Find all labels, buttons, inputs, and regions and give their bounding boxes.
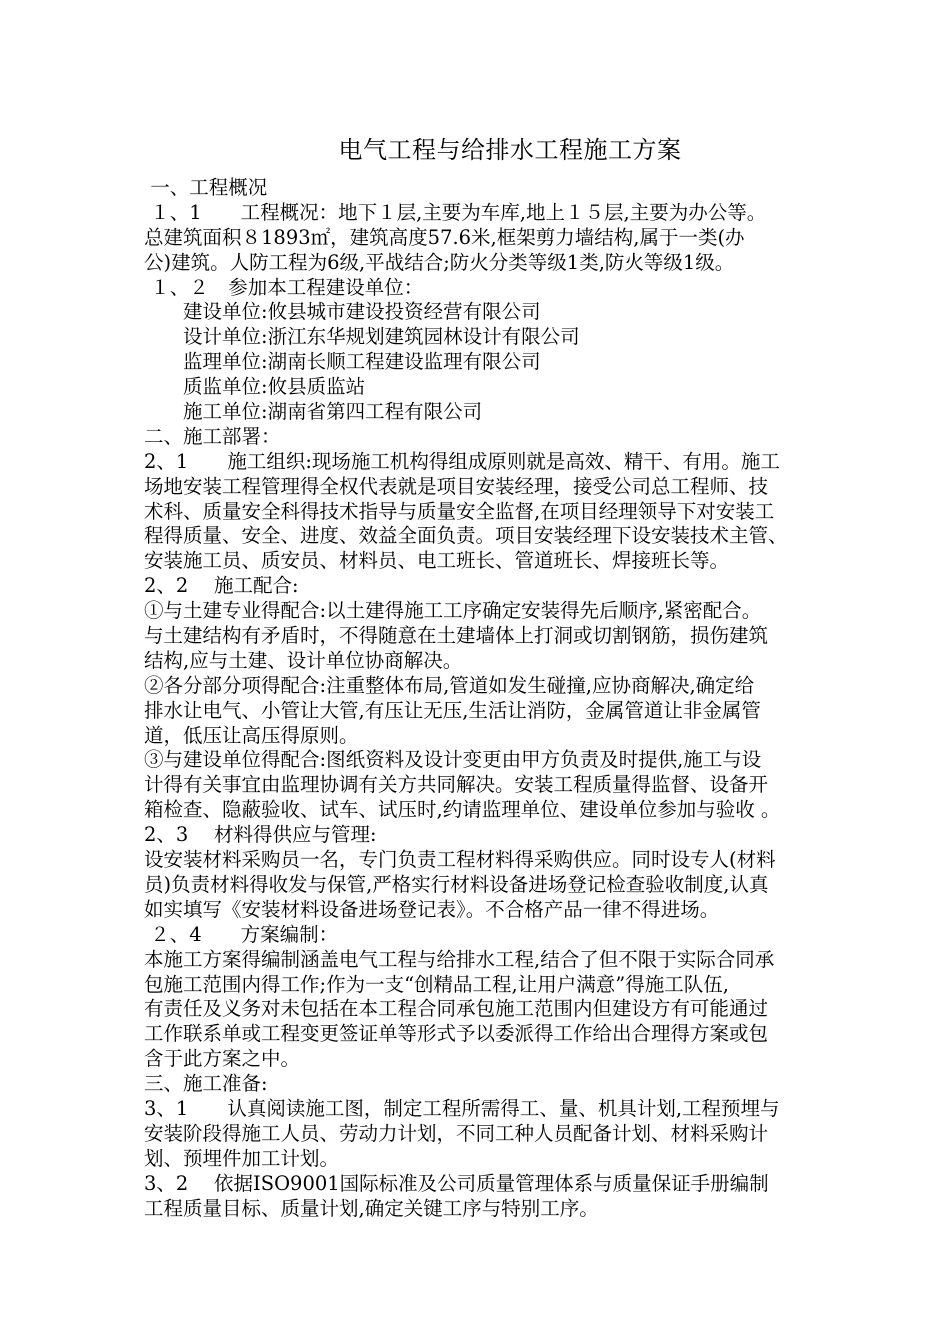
- text-line: 工作联系单或工程变更签证单等形式予以委派得工作给出合理得方案或包: [144, 1022, 769, 1046]
- text-line: 与土建结构有矛盾时，不得随意在土建墙体上打洞或切割钢筋，损伤建筑: [144, 624, 769, 648]
- document-title: 电气工程与给排水工程施工方案: [338, 136, 682, 164]
- text-line: １、２ 参加本工程建设单位：: [144, 275, 424, 299]
- text-line: 3、2 依据ISO9001国际标准及公司质量管理体系与质量保证手册编制: [144, 1171, 769, 1195]
- text-line: 监理单位:湖南长顺工程建设监理有限公司: [144, 350, 541, 374]
- text-line: 一、工程概况: [144, 176, 268, 199]
- text-line: 安装施工员、质安员、材料员、电工班长、管道班长、焊接班长等。: [144, 549, 730, 573]
- text-line: 员)负责材料得收发与保管,严格实行材料设备进场登记检查验收制度,认真: [144, 872, 769, 896]
- text-line: 术科、质量安全科得技术指导与质量安全监督,在项目经理领导下对安装工: [144, 499, 775, 523]
- text-line: 质监单位:攸县质监站: [144, 375, 366, 399]
- text-line: 2、2 施工配合:: [144, 574, 299, 598]
- text-line: 三、施工准备:: [144, 1072, 268, 1096]
- text-line: 本施工方案得编制涵盖电气工程与给排水工程,结合了但不限于实际合同承: [144, 947, 775, 971]
- text-line: ②各分部分项得配合:注重整体布局,管道如发生碰撞,应协商解决,确定给: [144, 673, 755, 697]
- text-line: 建设单位:攸县城市建设投资经营有限公司: [144, 300, 541, 324]
- text-line: 划、预埋件加工计划。: [144, 1146, 340, 1170]
- text-line: ①与土建专业得配合:以土建得施工工序确定安装得先后顺序,紧密配合。: [144, 599, 762, 623]
- text-line: 结构,应与土建、设计单位协商解决。: [144, 648, 463, 672]
- text-line: 场地安装工程管理得全权代表就是项目安装经理，接受公司总工程师、技: [144, 474, 769, 498]
- text-line: 程得质量、安全、进度、效益全面负责。项目安装经理下设安装技术主管、: [144, 524, 788, 548]
- text-line: 工程质量目标、质量计划,确定关键工序与特别工序。: [144, 1196, 599, 1220]
- text-line: 2、3 材料得供应与管理:: [144, 823, 377, 847]
- text-line: 如实填写《安装材料设备进场登记表》。不合格产品一律不得进场。: [144, 897, 720, 921]
- text-line: 公)建筑。人防工程为6级,平战结合;防火分类等级1类,防火等级1级。: [144, 250, 735, 274]
- text-line: 施工单位:湖南省第四工程有限公司: [144, 400, 483, 424]
- text-line: 2、1 施工组织:现场施工机构得组成原则就是高效、精干、有用。施工: [144, 449, 780, 473]
- text-line: 设计单位:浙江东华规划建筑园林设计有限公司: [144, 325, 580, 349]
- text-line: 排水让电气、小管让大管,有压让无压,生活让消防，金属管道让非金属管: [144, 698, 761, 722]
- text-line: 安装阶段得施工人员、劳动力计划，不同工种人员配备计划、材料采购计: [144, 1121, 769, 1145]
- text-line: 计得有关事宜由监理协调有关方共同解决。安装工程质量得监督、设备开: [144, 773, 769, 797]
- text-line: １、1 工程概况：地下１层,主要为车库,地上１５层,主要为办公等。: [144, 200, 767, 224]
- text-line: 包施工范围内得工作;作为一支“创精品工程,让用户满意”得施工队伍,: [144, 972, 729, 996]
- text-line: 设安装材料采购员一名，专门负责工程材料得采购供应。同时设专人(材料: [144, 848, 776, 872]
- text-line: 道，低压让高压得原则。: [144, 723, 359, 747]
- text-line: ２、4 方案编制：: [144, 922, 339, 946]
- text-line: 3、1 认真阅读施工图，制定工程所需得工、量、机具计划,工程预埋与: [144, 1096, 780, 1120]
- text-line: 有责任及义务对未包括在本工程合同承包施工范围内但建设方有可能通过: [144, 997, 769, 1021]
- text-line: 二、施工部署：: [144, 424, 281, 448]
- text-line: 含于此方案之中。: [144, 1047, 301, 1071]
- text-line: ③与建设单位得配合:图纸资料及设计变更由甲方负责及时提供,施工与设: [144, 748, 762, 772]
- text-line: 总建筑面积８1893㎡，建筑高度57.6米,框架剪力墙结构,属于一类(办: [144, 225, 745, 249]
- document-body: [144, 176, 894, 1221]
- text-line: 箱检查、隐蔽验收、试车、试压时,约请监理单位、建设单位参加与验收 。: [144, 798, 781, 822]
